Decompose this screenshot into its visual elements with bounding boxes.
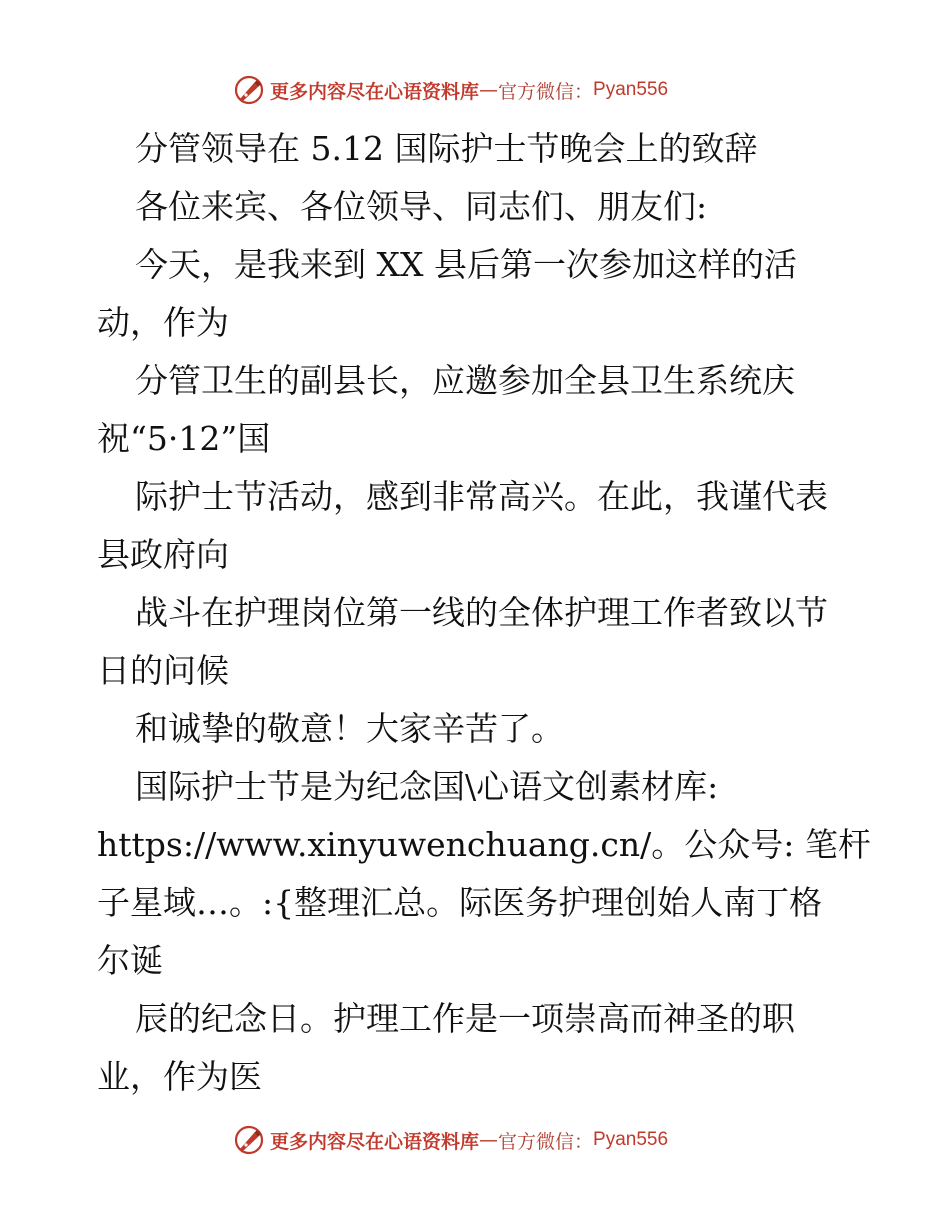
banner-wechat-label: 官方微信： [498,80,594,103]
pen-nib-logo-icon [234,1125,264,1155]
banner-wechat-id: Pyan556 [593,79,669,100]
text-line: https://www.xinyuwenchuang.cn/。公众号: 笔杆 [97,825,871,864]
banner-main-text: 更多内容尽在心语资料库 [270,80,480,103]
banner-main-text: 更多内容尽在心语资料库 [270,1130,480,1153]
text-line: 际护士节活动，感到非常高兴。在此，我谨代表 [135,477,828,516]
text-line: 动，作为 [97,303,229,342]
salutation: 各位来宾、各位领导、同志们、朋友们: [135,187,708,226]
document-body [97,120,871,1106]
text-line: 今天，是我来到 XX 县后第一次参加这样的活 [135,245,797,284]
banner-separator: — [479,1129,499,1151]
text-line: 国际护士节是为纪念国\心语文创素材库: [135,767,719,806]
pen-nib-logo-icon [234,75,264,105]
text-line: 子星域…。:{整理汇总。际医务护理创始人南丁格 [97,883,823,922]
banner-separator: — [479,79,499,101]
text-line: 日的问候 [97,651,229,690]
banner-wechat-label: 官方微信： [498,1130,594,1153]
text-line: 祝“5·12”国 [97,419,271,458]
banner-wechat-id: Pyan556 [593,1129,669,1150]
text-line: 尔诞 [97,941,163,980]
text-line: 战斗在护理岗位第一线的全体护理工作者致以节 [135,593,828,632]
document-title: 分管领导在 5.12 国际护士节晚会上的致辞 [135,129,758,168]
footer-banner [234,1122,794,1158]
text-line: 分管卫生的副县长，应邀参加全县卫生系统庆 [135,361,795,400]
text-line: 业，作为医 [97,1057,262,1096]
header-banner [234,72,794,108]
text-line: 辰的纪念日。护理工作是一项崇高而神圣的职 [135,999,795,1038]
text-line: 和诚挚的敬意！大家辛苦了。 [135,709,564,748]
text-line: 县政府向 [97,535,229,574]
